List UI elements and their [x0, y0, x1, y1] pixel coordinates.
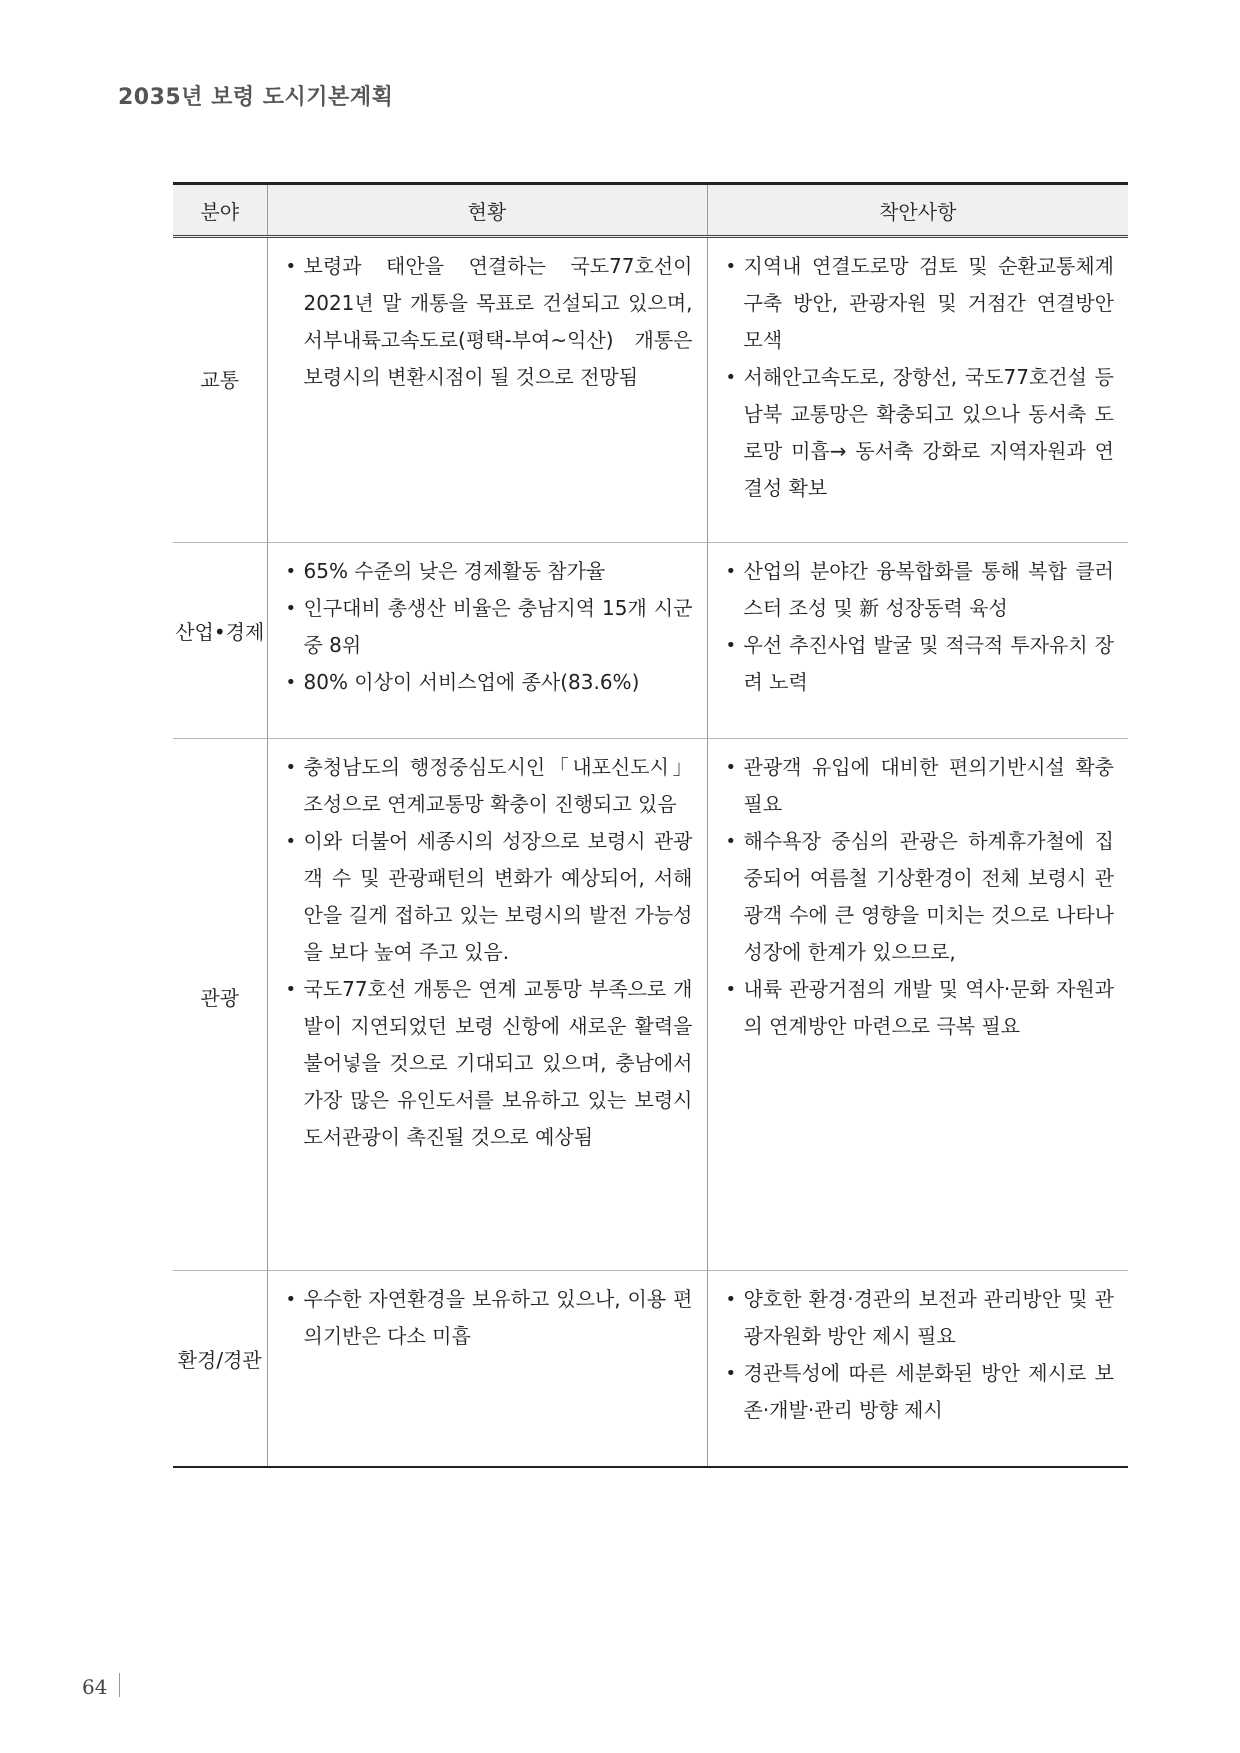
field-label: 교통: [200, 367, 240, 392]
running-header: 2035년 보령 도시기본계획: [118, 85, 394, 110]
status-item: • 국도77호선 개통은 연계 교통망 부족으로 개발이 지연되었던 보령 신항에 새로운 활력을 불어넣을 것으로 기대되고 있으며, 충남에서 가장 많은 유인도서를 보유하고 있는 보령시 도서관광이 촉진될 것으로 예상됨: [282, 971, 693, 1156]
points-cell: [707, 1271, 1128, 1467]
points-cell: [707, 739, 1128, 1271]
points-cell: [707, 543, 1128, 739]
field-cell: [173, 1271, 267, 1467]
points-item: • 내륙 관광거점의 개발 및 역사·문화 자원과의 연계방안 마련으로 극복 필요: [722, 971, 1115, 1045]
column-header-field: 분야: [173, 184, 267, 237]
status-cell: [267, 1271, 707, 1467]
status-cell: [267, 237, 707, 543]
points-item: • 양호한 환경·경관의 보전과 관리방안 및 관광자원화 방안 제시 필요: [722, 1281, 1115, 1355]
summary-table: [173, 182, 1128, 1468]
status-cell: [267, 739, 707, 1271]
points-item: • 지역내 연결도로망 검토 및 순환교통체계 구축 방안, 관광자원 및 거점간 연결방안 모색: [722, 248, 1115, 359]
points-item: • 경관특성에 따른 세분화된 방안 제시로 보존·개발·관리 방향 제시: [722, 1355, 1115, 1429]
status-cell: [267, 543, 707, 739]
status-item: • 충청남도의 행정중심도시인「내포신도시」 조성으로 연계교통망 확충이 진행되고 있음: [282, 749, 693, 823]
page-number: 64: [82, 1675, 108, 1699]
column-header-status: 현황: [267, 184, 707, 237]
field-cell: [173, 543, 267, 739]
status-item: • 65% 수준의 낮은 경제활동 참가율: [282, 553, 693, 590]
table-row-environment: [173, 1271, 1128, 1467]
status-item: • 이와 더불어 세종시의 성장으로 보령시 관광객 수 및 관광패턴의 변화가 예상되어, 서해안을 길게 접하고 있는 보령시의 발전 가능성을 보다 높여 주고 있음.: [282, 823, 693, 971]
field-label: 산업•경제: [175, 620, 265, 644]
field-cell: [173, 237, 267, 543]
status-item: • 보령과 태안을 연결하는 국도77호선이 2021년 말 개통을 목표로 건설되고 있으며, 서부내륙고속도로(평택-부여~익산) 개통은 보령시의 변환시점이 될 것으로 전망됨: [282, 248, 693, 396]
table-row-traffic: [173, 237, 1128, 543]
points-cell: [707, 237, 1128, 543]
points-item: • 산업의 분야간 융복합화를 통해 복합 클러스터 조성 및 新 성장동력 육성: [722, 553, 1115, 627]
field-label: 환경/경관: [177, 1347, 262, 1372]
table-row-tourism: [173, 739, 1128, 1271]
table-row-industry: [173, 543, 1128, 739]
points-item: • 서해안고속도로, 장항선, 국도77호건설 등 남북 교통망은 확충되고 있으나 동서축 도로망 미흡→ 동서축 강화로 지역자원과 연결성 확보: [722, 359, 1115, 507]
page-number-divider: [119, 1673, 120, 1697]
status-item: • 80% 이상이 서비스업에 종사(83.6%): [282, 664, 693, 701]
status-item: • 우수한 자연환경을 보유하고 있으나, 이용 편의기반은 다소 미흡: [282, 1281, 693, 1355]
table-header-row: [173, 184, 1128, 237]
field-cell: [173, 739, 267, 1271]
points-item: • 우선 추진사업 발굴 및 적극적 투자유치 장려 노력: [722, 627, 1115, 701]
field-label: 관광: [200, 986, 240, 1010]
points-item: • 해수욕장 중심의 관광은 하계휴가철에 집중되어 여름철 기상환경이 전체 보령시 관광객 수에 큰 영향을 미치는 것으로 나타나 성장에 한계가 있으므로,: [722, 823, 1115, 971]
status-item: • 인구대비 총생산 비율은 충남지역 15개 시군 중 8위: [282, 590, 693, 664]
column-header-points: 착안사항: [707, 184, 1128, 237]
points-item: • 관광객 유입에 대비한 편의기반시설 확충 필요: [722, 749, 1115, 823]
